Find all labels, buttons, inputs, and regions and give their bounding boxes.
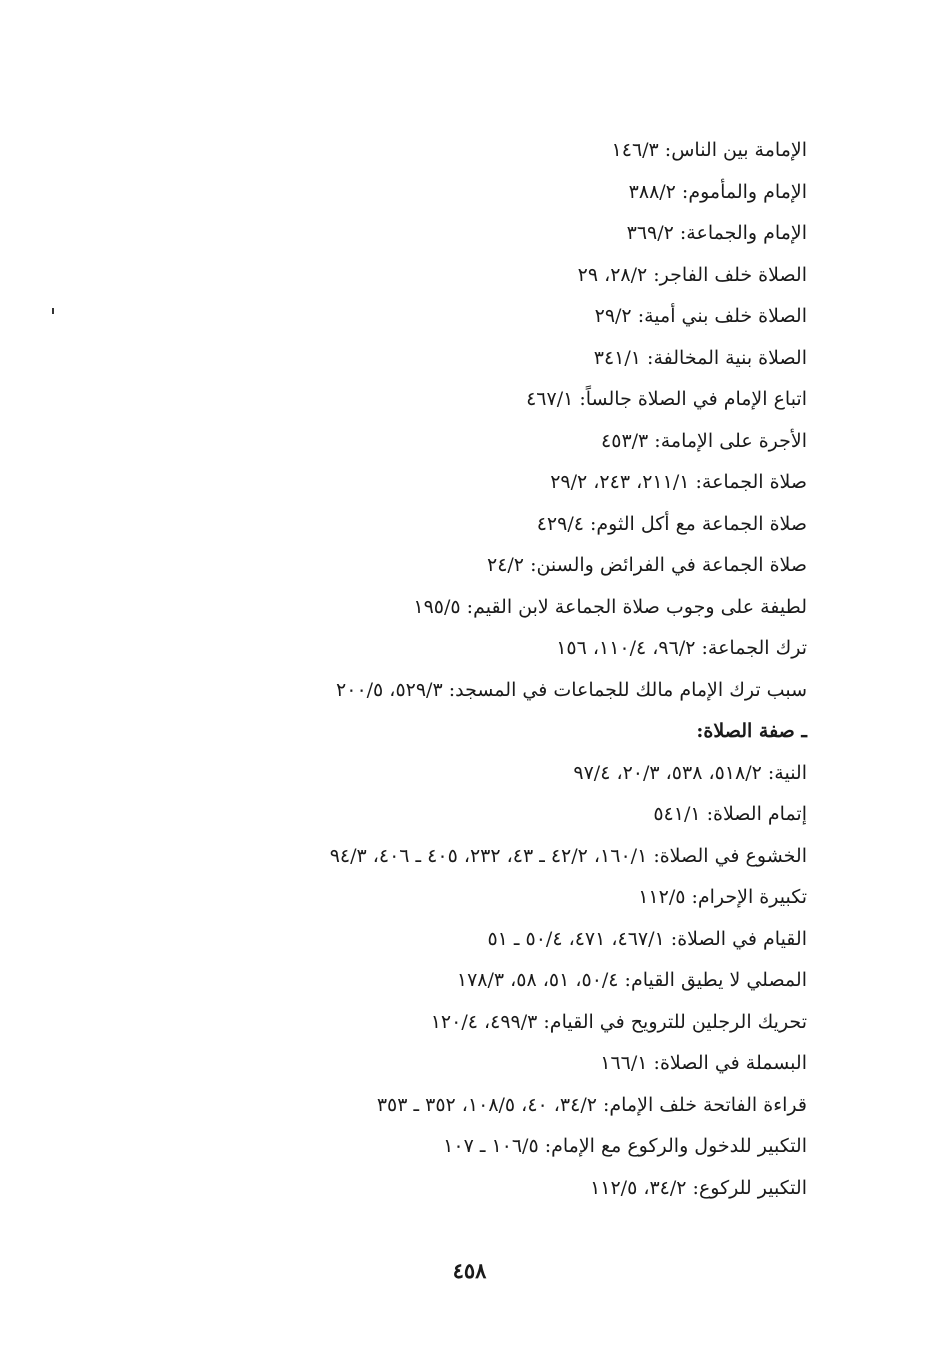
index-entry: سبب ترك الإمام مالك للجماعات في المسجد: ٥٢٩/٣، ٢٠٠/٥: [336, 678, 807, 701]
index-entries-list: [107, 130, 807, 1209]
index-entry: تحريك الرجلين للترويح في القيام: ٤٩٩/٣، ١٢٠/٤: [430, 1010, 807, 1033]
index-entry: تكبيرة الإحرام: ١١٢/٥: [638, 886, 807, 908]
index-entry: صلاة الجماعة مع أكل الثوم: ٤٢٩/٤: [536, 512, 807, 535]
index-entry: الصلاة بنية المخالفة: ٣٤١/١: [593, 346, 807, 369]
index-entry: القيام في الصلاة: ٤٦٧/١، ٤٧١، ٥٠/٤ ـ ٥١: [487, 927, 807, 950]
index-entry: التكبير للركوع: ٣٤/٢، ١١٢/٥: [590, 1176, 807, 1199]
index-entry: الخشوع في الصلاة: ١٦٠/١، ٤٢/٢ ـ ٤٣، ٢٣٢، ٤٠٥ ـ ٤٠٦، ٩٤/٣: [329, 844, 807, 867]
page-number: ٤٥٨: [452, 1258, 487, 1283]
index-entry: الأجرة على الإمامة: ٤٥٣/٣: [601, 429, 807, 452]
index-entry: الإمامة بين الناس: ١٤٦/٣: [611, 139, 807, 161]
index-entry: صلاة الجماعة في الفرائض والسنن: ٢٤/٢: [487, 554, 807, 576]
section-heading: ـ صفة الصلاة:: [696, 720, 807, 742]
index-entry: صلاة الجماعة: ٢١١/١، ٢٤٣، ٢٩/٢: [550, 471, 807, 493]
index-entry: التكبير للدخول والركوع مع الإمام: ١٠٦/٥ ـ ١٠٧: [443, 1135, 807, 1157]
index-entry: اتباع الإمام في الصلاة جالساً: ٤٦٧/١: [526, 388, 807, 410]
index-entry: البسملة في الصلاة: ١٦٦/١: [600, 1052, 807, 1074]
index-entry: الإمام والجماعة: ٣٦٩/٢: [626, 222, 807, 244]
scan-speck: [52, 308, 54, 314]
index-entry: الإمام والمأموم: ٣٨٨/٢: [628, 180, 807, 203]
index-entry: النية: ٥١٨/٢، ٥٣٨، ٢٠/٣، ٩٧/٤: [573, 761, 807, 784]
index-entry: لطيفة على وجوب صلاة الجماعة لابن القيم: ١٩٥/٥: [413, 595, 807, 618]
index-entry: ترك الجماعة: ٩٦/٢، ١١٠/٤، ١٥٦: [556, 637, 807, 659]
index-entry: قراءة الفاتحة خلف الإمام: ٣٤/٢، ٤٠، ١٠٨/٥، ٣٥٢ ـ ٣٥٣: [376, 1093, 807, 1116]
index-entry: إتمام الصلاة: ٥٤١/١: [653, 803, 807, 825]
index-entry: الصلاة خلف بني أمية: ٢٩/٢: [594, 305, 807, 327]
index-entry: الصلاة خلف الفاجر: ٢٨/٢، ٢٩: [577, 263, 807, 286]
index-entry: المصلي لا يطيق القيام: ٥٠/٤، ٥١، ٥٨، ١٧٨/٣: [456, 969, 807, 991]
